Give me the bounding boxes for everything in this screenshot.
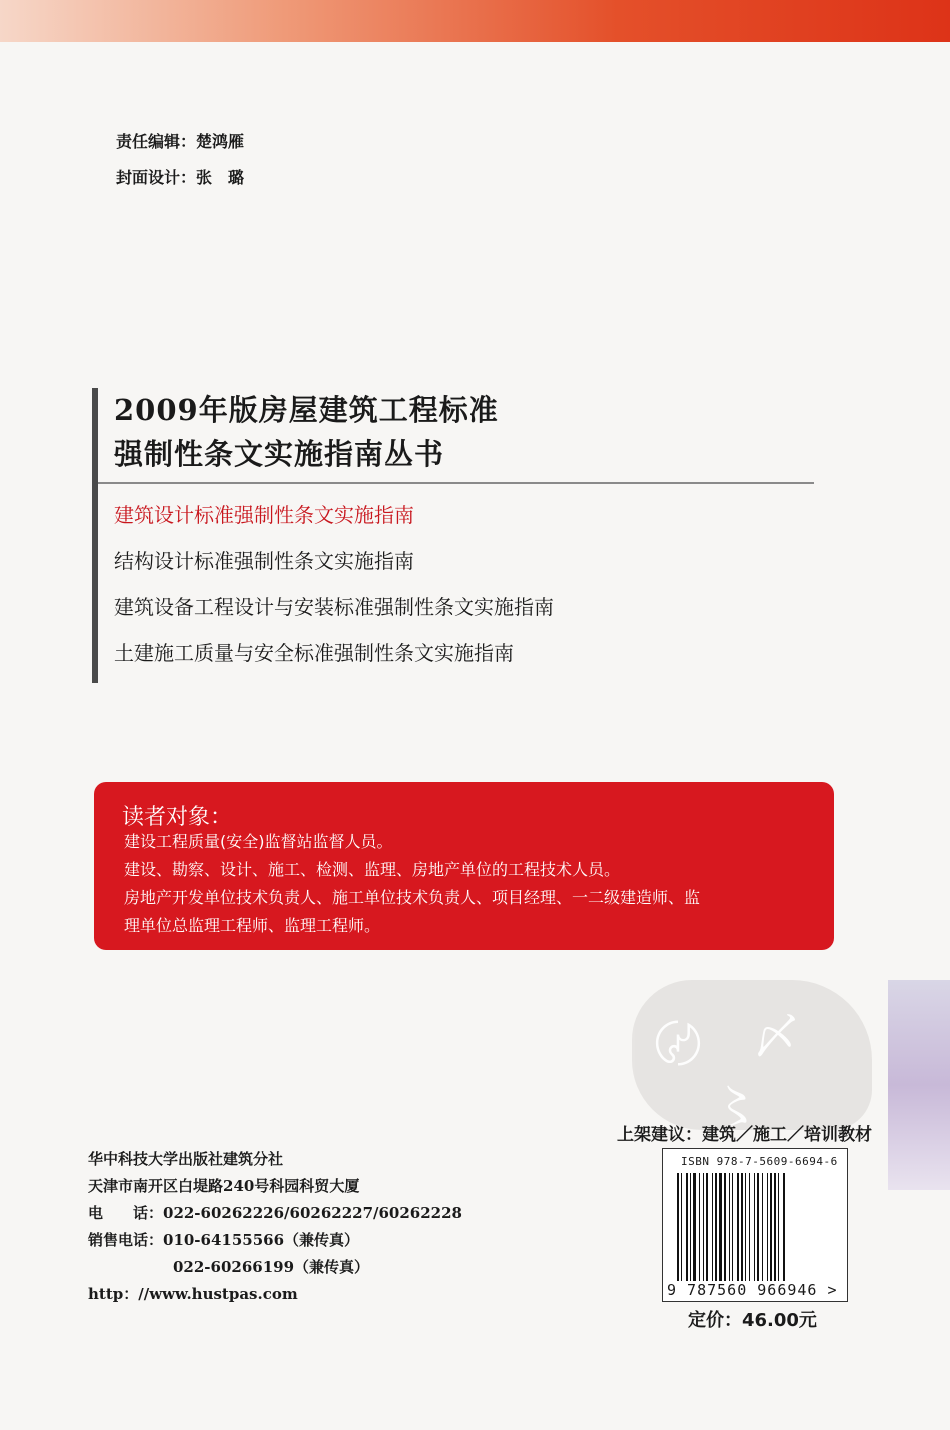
side-decoration bbox=[888, 980, 950, 1190]
top-color-band bbox=[0, 0, 950, 42]
publisher-info bbox=[88, 1146, 462, 1308]
readers-line: 房地产开发单位技术负责人、施工单位技术负责人、项目经理、一二级建造师、监 bbox=[124, 888, 701, 907]
readers-heading: 读者对象： bbox=[122, 805, 233, 830]
cover-designer: 封面设计：张 璐 bbox=[116, 168, 245, 187]
publisher-address: 天津市南开区白堤路240号科园科贸大厦 bbox=[88, 1177, 360, 1195]
series-divider bbox=[98, 482, 814, 484]
book-item: 建筑设备工程设计与安装标准强制性条文实施指南 bbox=[114, 595, 554, 619]
responsible-editor: 责任编辑：楚鸿雁 bbox=[116, 132, 245, 151]
seal-glyph: 〆 bbox=[752, 1009, 801, 1065]
seal-glyph: 〄 bbox=[654, 1017, 703, 1073]
readers-line: 建设工程质量(安全)监督站监督人员。 bbox=[124, 832, 393, 851]
barcode-bars bbox=[677, 1173, 833, 1283]
book-item: 结构设计标准强制性条文实施指南 bbox=[114, 549, 414, 573]
price: 定价：46.00元 bbox=[688, 1310, 817, 1331]
decorative-seal-watermark bbox=[632, 980, 872, 1135]
credits bbox=[116, 124, 244, 196]
series-title bbox=[114, 388, 499, 476]
isbn-barcode bbox=[662, 1148, 848, 1302]
series-vertical-bar bbox=[92, 388, 98, 683]
sales-phone-1: 销售电话：010-64155566（兼传真） bbox=[88, 1231, 360, 1249]
shelf-suggestion: 上架建议：建筑／施工／培训教材 bbox=[617, 1125, 872, 1145]
sales-phone-2: 022-60266199（兼传真） bbox=[173, 1258, 370, 1276]
publisher-website: http：//www.hustpas.com bbox=[88, 1285, 298, 1303]
target-readers-box bbox=[94, 782, 834, 950]
ean-digits: 9 787560 966946 > bbox=[667, 1281, 838, 1299]
book-item: 建筑设计标准强制性条文实施指南 bbox=[114, 503, 414, 527]
series-title-line1: 2009年版房屋建筑工程标准 bbox=[114, 393, 499, 427]
series-title-line2: 强制性条文实施指南丛书 bbox=[114, 437, 445, 471]
isbn-number: ISBN 978-7-5609-6694-6 bbox=[681, 1155, 838, 1168]
seal-glyph: 〻 bbox=[712, 1079, 761, 1135]
publisher-phone: 电 话：022-60262226/60262227/60262228 bbox=[88, 1204, 462, 1222]
book-list bbox=[114, 500, 554, 684]
publisher-name: 华中科技大学出版社建筑分社 bbox=[88, 1150, 284, 1168]
readers-line: 理单位总监理工程师、监理工程师。 bbox=[124, 916, 381, 935]
readers-line: 建设、勘察、设计、施工、检测、监理、房地产单位的工程技术人员。 bbox=[124, 860, 621, 879]
book-item: 土建施工质量与安全标准强制性条文实施指南 bbox=[114, 641, 514, 665]
readers-text bbox=[124, 828, 814, 940]
